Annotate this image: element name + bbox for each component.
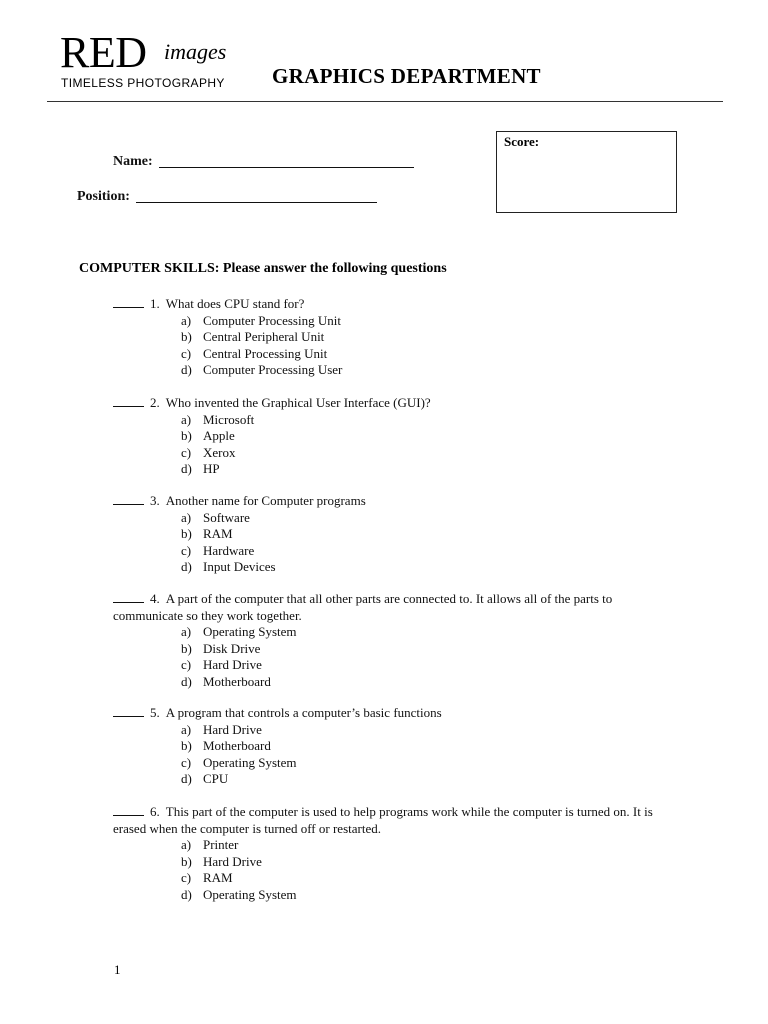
answer-options xyxy=(113,313,658,379)
question-text: A part of the computer that all other parts are connected to. It allows all of the parts to communicate so they work together. xyxy=(113,591,613,623)
answer-blank[interactable] xyxy=(113,804,144,816)
answer-option xyxy=(113,362,658,379)
question-text: Another name for Computer programs xyxy=(165,493,366,508)
answer-option xyxy=(113,559,658,576)
question-text: Who invented the Graphical User Interface (GUI)? xyxy=(165,395,431,410)
option-text: RAM xyxy=(203,526,233,541)
answer-option xyxy=(113,624,658,641)
question-stem xyxy=(113,296,658,313)
answer-option xyxy=(113,329,658,346)
option-text: Hard Drive xyxy=(203,657,262,672)
answer-option xyxy=(113,738,658,755)
question-6 xyxy=(113,804,658,903)
option-text: Xerox xyxy=(203,444,236,460)
answer-option xyxy=(113,445,658,462)
option-text: Operating System xyxy=(203,754,297,770)
option-text: Computer Processing Unit xyxy=(203,312,341,328)
option-letter: b) xyxy=(181,853,192,869)
header-divider xyxy=(47,101,723,102)
answer-blank[interactable] xyxy=(113,705,144,717)
option-text: RAM xyxy=(203,870,233,885)
page-number: 1 xyxy=(114,962,121,977)
option-text: HP xyxy=(203,461,220,476)
option-letter: c) xyxy=(181,444,192,460)
question-number: 5. xyxy=(150,705,160,720)
company-logo xyxy=(60,28,240,90)
option-text: Motherboard xyxy=(203,673,271,689)
answer-option xyxy=(113,657,658,674)
option-letter: b) xyxy=(181,738,192,753)
option-text: Central Processing Unit xyxy=(203,345,328,361)
option-text: Operating System xyxy=(203,886,297,902)
option-letter: a) xyxy=(181,624,192,639)
answer-option xyxy=(113,854,658,871)
option-letter: d) xyxy=(181,461,192,476)
department-title: GRAPHICS DEPARTMENT xyxy=(272,64,541,88)
name-field[interactable] xyxy=(113,154,414,170)
answer-option xyxy=(113,870,658,887)
option-letter: b) xyxy=(181,526,192,541)
option-text: Apple xyxy=(203,428,235,443)
option-text: Microsoft xyxy=(203,411,255,427)
answer-blank[interactable] xyxy=(113,591,144,603)
question-number: 2. xyxy=(150,395,160,410)
answer-option xyxy=(113,755,658,772)
option-text: Input Devices xyxy=(203,559,276,574)
option-letter: a) xyxy=(181,411,192,427)
option-text: Operating System xyxy=(203,624,297,639)
question-4 xyxy=(113,591,658,690)
answer-option xyxy=(113,674,658,691)
question-number: 4. xyxy=(150,591,160,606)
question-stem xyxy=(113,493,658,510)
option-text: Motherboard xyxy=(203,738,271,753)
question-number: 3. xyxy=(150,493,160,508)
question-stem xyxy=(113,804,658,837)
answer-option xyxy=(113,887,658,904)
answer-option xyxy=(113,526,658,543)
option-text: Computer Processing User xyxy=(203,362,343,377)
logo-tagline: TIMELESS PHOTOGRAPHY xyxy=(61,76,225,90)
option-text: Printer xyxy=(203,837,239,852)
question-stem xyxy=(113,591,658,624)
option-letter: a) xyxy=(181,837,192,852)
option-letter: c) xyxy=(181,754,192,770)
question-stem xyxy=(113,395,658,412)
score-box[interactable] xyxy=(496,131,677,213)
answer-options xyxy=(113,510,658,576)
question-text: A program that controls a computer’s basic functions xyxy=(165,705,442,720)
answer-options xyxy=(113,837,658,903)
section-heading: COMPUTER SKILLS: Please answer the following questions xyxy=(79,261,447,276)
question-stem xyxy=(113,705,658,722)
option-text: Hard Drive xyxy=(203,721,262,737)
answer-option xyxy=(113,771,658,788)
option-letter: a) xyxy=(181,721,192,737)
answer-option xyxy=(113,313,658,330)
option-letter: b) xyxy=(181,329,192,344)
position-label: Position: xyxy=(77,189,130,204)
answer-option xyxy=(113,510,658,527)
answer-option xyxy=(113,461,658,478)
answer-option xyxy=(113,428,658,445)
option-letter: c) xyxy=(181,870,192,885)
answer-blank[interactable] xyxy=(113,493,144,505)
option-letter: c) xyxy=(181,657,192,672)
option-text: Disk Drive xyxy=(203,640,261,656)
option-text: Hardware xyxy=(203,542,255,558)
position-field[interactable] xyxy=(77,189,377,205)
question-number: 6. xyxy=(150,804,160,819)
position-blank-line[interactable] xyxy=(136,201,377,203)
option-text: Software xyxy=(203,509,250,525)
logo-wordmark xyxy=(60,28,240,77)
answer-blank[interactable] xyxy=(113,395,144,407)
option-letter: d) xyxy=(181,362,192,377)
option-letter: a) xyxy=(181,509,192,525)
logo-italic-text: images xyxy=(164,39,227,64)
logo-main-text: RED xyxy=(60,28,147,77)
option-text: Central Peripheral Unit xyxy=(203,329,325,344)
answer-option xyxy=(113,722,658,739)
answer-option xyxy=(113,543,658,560)
option-text: CPU xyxy=(203,771,229,786)
option-letter: d) xyxy=(181,886,192,902)
question-text: This part of the computer is used to help programs work while the computer is turned on. It is erased when the computer is turned off or restarted. xyxy=(113,804,653,836)
answer-options xyxy=(113,624,658,690)
name-label: Name: xyxy=(113,154,153,169)
option-letter: b) xyxy=(181,640,192,656)
option-letter: a) xyxy=(181,312,192,328)
answer-option xyxy=(113,641,658,658)
answer-option xyxy=(113,837,658,854)
option-text: Hard Drive xyxy=(203,853,262,869)
answer-options xyxy=(113,412,658,478)
question-2 xyxy=(113,395,658,478)
question-text: What does CPU stand for? xyxy=(165,296,305,311)
question-1 xyxy=(113,296,658,379)
option-letter: c) xyxy=(181,345,192,361)
option-letter: c) xyxy=(181,542,192,558)
answer-blank[interactable] xyxy=(113,296,144,308)
answer-options xyxy=(113,722,658,788)
score-label: Score: xyxy=(504,134,540,149)
option-letter: d) xyxy=(181,771,192,786)
answer-option xyxy=(113,346,658,363)
option-letter: d) xyxy=(181,673,192,689)
name-blank-line[interactable] xyxy=(159,166,414,168)
option-letter: d) xyxy=(181,559,192,574)
answer-option xyxy=(113,412,658,429)
question-number: 1. xyxy=(150,296,160,311)
option-letter: b) xyxy=(181,428,192,443)
question-3 xyxy=(113,493,658,576)
question-5 xyxy=(113,705,658,788)
